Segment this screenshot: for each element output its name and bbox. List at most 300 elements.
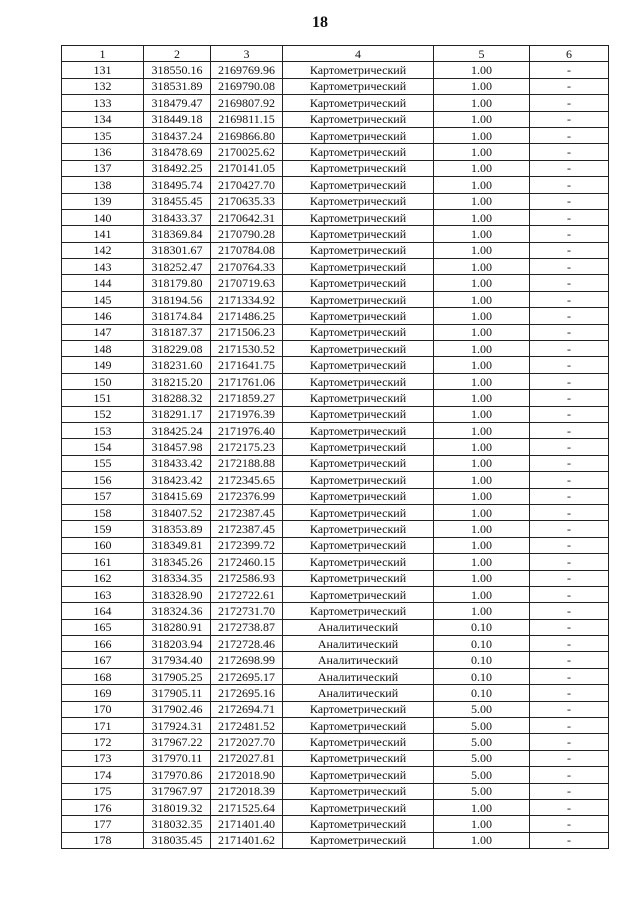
cell-x-coordinate: 318531.89 [144, 78, 211, 94]
cell-x-coordinate: 318433.37 [144, 209, 211, 225]
cell-y-coordinate: 2172018.90 [211, 767, 283, 783]
cell-y-coordinate: 2172175.23 [211, 439, 283, 455]
cell-y-coordinate: 2170025.62 [211, 144, 283, 160]
cell-note: - [530, 554, 609, 570]
cell-point-number: 145 [62, 291, 144, 307]
cell-accuracy: 1.00 [434, 488, 530, 504]
cell-method: Картометрический [283, 62, 434, 78]
cell-point-number: 178 [62, 832, 144, 848]
cell-method: Картометрический [283, 357, 434, 373]
cell-method: Картометрический [283, 439, 434, 455]
cell-method: Картометрический [283, 537, 434, 553]
cell-note: - [530, 422, 609, 438]
cell-y-coordinate: 2170141.05 [211, 160, 283, 176]
cell-x-coordinate: 317934.40 [144, 652, 211, 668]
cell-y-coordinate: 2172586.93 [211, 570, 283, 586]
cell-y-coordinate: 2171641.75 [211, 357, 283, 373]
cell-method: Картометрический [283, 816, 434, 832]
cell-y-coordinate: 2171976.40 [211, 422, 283, 438]
cell-note: - [530, 504, 609, 520]
table-row [62, 439, 609, 455]
cell-x-coordinate: 317902.46 [144, 701, 211, 717]
cell-x-coordinate: 318492.25 [144, 160, 211, 176]
cell-y-coordinate: 2170790.28 [211, 226, 283, 242]
cell-accuracy: 1.00 [434, 406, 530, 422]
cell-y-coordinate: 2171530.52 [211, 341, 283, 357]
cell-note: - [530, 275, 609, 291]
cell-point-number: 160 [62, 537, 144, 553]
cell-x-coordinate: 318349.81 [144, 537, 211, 553]
coordinates-table [61, 45, 609, 849]
cell-y-coordinate: 2169807.92 [211, 95, 283, 111]
table-row [62, 570, 609, 586]
table-body [62, 62, 609, 849]
cell-accuracy: 1.00 [434, 259, 530, 275]
cell-accuracy: 1.00 [434, 111, 530, 127]
header-row [62, 46, 609, 62]
table-row [62, 554, 609, 570]
cell-point-number: 161 [62, 554, 144, 570]
cell-note: - [530, 291, 609, 307]
cell-method: Картометрический [283, 570, 434, 586]
cell-y-coordinate: 2171401.62 [211, 832, 283, 848]
cell-point-number: 140 [62, 209, 144, 225]
cell-x-coordinate: 318019.32 [144, 799, 211, 815]
cell-x-coordinate: 318478.69 [144, 144, 211, 160]
cell-point-number: 170 [62, 701, 144, 717]
cell-method: Картометрический [283, 259, 434, 275]
cell-y-coordinate: 2169769.96 [211, 62, 283, 78]
cell-note: - [530, 406, 609, 422]
cell-accuracy: 1.00 [434, 816, 530, 832]
cell-note: - [530, 193, 609, 209]
cell-y-coordinate: 2171525.64 [211, 799, 283, 815]
cell-method: Картометрический [283, 95, 434, 111]
table-row [62, 390, 609, 406]
cell-note: - [530, 160, 609, 176]
cell-method: Картометрический [283, 422, 434, 438]
cell-x-coordinate: 318353.89 [144, 521, 211, 537]
cell-accuracy: 1.00 [434, 127, 530, 143]
table-row [62, 127, 609, 143]
cell-note: - [530, 652, 609, 668]
cell-y-coordinate: 2169811.15 [211, 111, 283, 127]
cell-method: Картометрический [283, 701, 434, 717]
cell-method: Картометрический [283, 734, 434, 750]
table-row [62, 242, 609, 258]
cell-point-number: 136 [62, 144, 144, 160]
table-row [62, 521, 609, 537]
cell-accuracy: 1.00 [434, 586, 530, 602]
cell-point-number: 143 [62, 259, 144, 275]
cell-x-coordinate: 317905.25 [144, 668, 211, 684]
cell-x-coordinate: 318449.18 [144, 111, 211, 127]
column-header: 6 [530, 46, 609, 62]
cell-accuracy: 5.00 [434, 718, 530, 734]
cell-method: Картометрический [283, 521, 434, 537]
cell-y-coordinate: 2170635.33 [211, 193, 283, 209]
cell-point-number: 134 [62, 111, 144, 127]
cell-y-coordinate: 2172695.16 [211, 685, 283, 701]
cell-y-coordinate: 2171761.06 [211, 373, 283, 389]
table-row [62, 78, 609, 94]
cell-accuracy: 1.00 [434, 554, 530, 570]
cell-method: Картометрический [283, 324, 434, 340]
cell-x-coordinate: 317970.86 [144, 767, 211, 783]
cell-point-number: 131 [62, 62, 144, 78]
cell-accuracy: 1.00 [434, 472, 530, 488]
cell-accuracy: 5.00 [434, 783, 530, 799]
cell-note: - [530, 586, 609, 602]
cell-y-coordinate: 2172738.87 [211, 619, 283, 635]
cell-note: - [530, 144, 609, 160]
cell-note: - [530, 324, 609, 340]
table-row [62, 537, 609, 553]
cell-x-coordinate: 318215.20 [144, 373, 211, 389]
cell-note: - [530, 78, 609, 94]
cell-method: Картометрический [283, 488, 434, 504]
cell-point-number: 150 [62, 373, 144, 389]
cell-method: Картометрический [283, 767, 434, 783]
cell-point-number: 139 [62, 193, 144, 209]
table-row [62, 668, 609, 684]
cell-method: Картометрический [283, 226, 434, 242]
cell-note: - [530, 455, 609, 471]
cell-y-coordinate: 2171334.92 [211, 291, 283, 307]
cell-accuracy: 1.00 [434, 78, 530, 94]
cell-y-coordinate: 2172731.70 [211, 603, 283, 619]
cell-method: Картометрический [283, 78, 434, 94]
cell-method: Картометрический [283, 111, 434, 127]
cell-accuracy: 5.00 [434, 767, 530, 783]
cell-note: - [530, 488, 609, 504]
cell-method: Картометрический [283, 127, 434, 143]
table-row [62, 455, 609, 471]
table-row [62, 62, 609, 78]
cell-x-coordinate: 318194.56 [144, 291, 211, 307]
cell-x-coordinate: 318328.90 [144, 586, 211, 602]
cell-point-number: 173 [62, 750, 144, 766]
cell-accuracy: 1.00 [434, 275, 530, 291]
cell-point-number: 148 [62, 341, 144, 357]
cell-x-coordinate: 318252.47 [144, 259, 211, 275]
cell-note: - [530, 308, 609, 324]
cell-accuracy: 1.00 [434, 455, 530, 471]
cell-y-coordinate: 2170764.33 [211, 259, 283, 275]
cell-method: Картометрический [283, 799, 434, 815]
cell-point-number: 152 [62, 406, 144, 422]
cell-note: - [530, 603, 609, 619]
cell-x-coordinate: 317905.11 [144, 685, 211, 701]
cell-x-coordinate: 317967.22 [144, 734, 211, 750]
cell-accuracy: 1.00 [434, 160, 530, 176]
cell-point-number: 155 [62, 455, 144, 471]
cell-point-number: 153 [62, 422, 144, 438]
table-row [62, 373, 609, 389]
cell-y-coordinate: 2172695.17 [211, 668, 283, 684]
cell-accuracy: 0.10 [434, 636, 530, 652]
cell-method: Картометрический [283, 455, 434, 471]
cell-x-coordinate: 318334.35 [144, 570, 211, 586]
cell-note: - [530, 242, 609, 258]
cell-accuracy: 0.10 [434, 619, 530, 635]
cell-note: - [530, 111, 609, 127]
cell-point-number: 166 [62, 636, 144, 652]
cell-accuracy: 1.00 [434, 341, 530, 357]
cell-accuracy: 1.00 [434, 209, 530, 225]
table-row [62, 799, 609, 815]
cell-note: - [530, 439, 609, 455]
cell-note: - [530, 226, 609, 242]
cell-y-coordinate: 2170427.70 [211, 177, 283, 193]
table-row [62, 734, 609, 750]
cell-note: - [530, 718, 609, 734]
cell-x-coordinate: 318415.69 [144, 488, 211, 504]
cell-y-coordinate: 2172376.99 [211, 488, 283, 504]
cell-point-number: 132 [62, 78, 144, 94]
cell-x-coordinate: 318187.37 [144, 324, 211, 340]
cell-x-coordinate: 318032.35 [144, 816, 211, 832]
cell-y-coordinate: 2172188.88 [211, 455, 283, 471]
cell-note: - [530, 636, 609, 652]
cell-y-coordinate: 2171859.27 [211, 390, 283, 406]
cell-method: Аналитический [283, 636, 434, 652]
cell-method: Картометрический [283, 160, 434, 176]
table-row [62, 160, 609, 176]
cell-note: - [530, 209, 609, 225]
cell-x-coordinate: 317924.31 [144, 718, 211, 734]
cell-point-number: 144 [62, 275, 144, 291]
cell-note: - [530, 816, 609, 832]
cell-point-number: 175 [62, 783, 144, 799]
cell-accuracy: 1.00 [434, 144, 530, 160]
cell-accuracy: 1.00 [434, 603, 530, 619]
cell-x-coordinate: 318345.26 [144, 554, 211, 570]
cell-method: Картометрический [283, 193, 434, 209]
cell-y-coordinate: 2170784.08 [211, 242, 283, 258]
table-row [62, 275, 609, 291]
cell-method: Картометрический [283, 750, 434, 766]
cell-point-number: 176 [62, 799, 144, 815]
table-row [62, 488, 609, 504]
cell-note: - [530, 95, 609, 111]
cell-point-number: 135 [62, 127, 144, 143]
cell-accuracy: 0.10 [434, 668, 530, 684]
cell-method: Картометрический [283, 144, 434, 160]
cell-x-coordinate: 318407.52 [144, 504, 211, 520]
cell-note: - [530, 750, 609, 766]
cell-accuracy: 1.00 [434, 439, 530, 455]
cell-point-number: 147 [62, 324, 144, 340]
table-row [62, 291, 609, 307]
cell-y-coordinate: 2172481.52 [211, 718, 283, 734]
cell-point-number: 174 [62, 767, 144, 783]
cell-note: - [530, 701, 609, 717]
cell-accuracy: 0.10 [434, 652, 530, 668]
cell-note: - [530, 373, 609, 389]
cell-x-coordinate: 318423.42 [144, 472, 211, 488]
cell-accuracy: 1.00 [434, 62, 530, 78]
cell-accuracy: 1.00 [434, 373, 530, 389]
column-header: 4 [283, 46, 434, 62]
table-row [62, 767, 609, 783]
cell-point-number: 169 [62, 685, 144, 701]
cell-x-coordinate: 318457.98 [144, 439, 211, 455]
table-row [62, 603, 609, 619]
cell-x-coordinate: 318231.60 [144, 357, 211, 373]
cell-method: Аналитический [283, 685, 434, 701]
cell-note: - [530, 832, 609, 848]
table-row [62, 193, 609, 209]
table-row [62, 357, 609, 373]
column-header: 5 [434, 46, 530, 62]
cell-method: Картометрический [283, 472, 434, 488]
cell-method: Картометрический [283, 291, 434, 307]
cell-point-number: 159 [62, 521, 144, 537]
cell-note: - [530, 357, 609, 373]
table-row [62, 259, 609, 275]
table-row [62, 504, 609, 520]
cell-method: Картометрический [283, 783, 434, 799]
cell-accuracy: 1.00 [434, 308, 530, 324]
cell-accuracy: 1.00 [434, 95, 530, 111]
cell-method: Картометрический [283, 390, 434, 406]
cell-note: - [530, 390, 609, 406]
cell-point-number: 177 [62, 816, 144, 832]
cell-y-coordinate: 2172387.45 [211, 504, 283, 520]
cell-method: Аналитический [283, 619, 434, 635]
cell-x-coordinate: 318433.42 [144, 455, 211, 471]
cell-method: Картометрический [283, 832, 434, 848]
table-row [62, 816, 609, 832]
table-row [62, 341, 609, 357]
cell-accuracy: 1.00 [434, 324, 530, 340]
cell-y-coordinate: 2170719.63 [211, 275, 283, 291]
cell-method: Картометрический [283, 275, 434, 291]
cell-method: Картометрический [283, 406, 434, 422]
cell-x-coordinate: 318479.47 [144, 95, 211, 111]
cell-note: - [530, 127, 609, 143]
cell-point-number: 158 [62, 504, 144, 520]
cell-method: Аналитический [283, 652, 434, 668]
cell-note: - [530, 62, 609, 78]
cell-x-coordinate: 318174.84 [144, 308, 211, 324]
table-row [62, 685, 609, 701]
cell-x-coordinate: 318324.36 [144, 603, 211, 619]
cell-method: Картометрический [283, 341, 434, 357]
cell-y-coordinate: 2172027.81 [211, 750, 283, 766]
table-row [62, 177, 609, 193]
table-row [62, 144, 609, 160]
table-row [62, 406, 609, 422]
cell-method: Картометрический [283, 209, 434, 225]
cell-y-coordinate: 2172018.39 [211, 783, 283, 799]
cell-point-number: 163 [62, 586, 144, 602]
cell-accuracy: 5.00 [434, 734, 530, 750]
cell-x-coordinate: 318291.17 [144, 406, 211, 422]
cell-note: - [530, 537, 609, 553]
cell-point-number: 137 [62, 160, 144, 176]
cell-x-coordinate: 317970.11 [144, 750, 211, 766]
cell-accuracy: 1.00 [434, 521, 530, 537]
cell-note: - [530, 341, 609, 357]
cell-y-coordinate: 2171506.23 [211, 324, 283, 340]
cell-accuracy: 5.00 [434, 701, 530, 717]
table-row [62, 652, 609, 668]
cell-x-coordinate: 318288.32 [144, 390, 211, 406]
cell-point-number: 156 [62, 472, 144, 488]
cell-x-coordinate: 318280.91 [144, 619, 211, 635]
cell-accuracy: 1.00 [434, 537, 530, 553]
cell-method: Картометрический [283, 242, 434, 258]
table-row [62, 95, 609, 111]
cell-note: - [530, 734, 609, 750]
table-row [62, 226, 609, 242]
cell-x-coordinate: 318035.45 [144, 832, 211, 848]
column-header: 2 [144, 46, 211, 62]
cell-note: - [530, 619, 609, 635]
cell-point-number: 164 [62, 603, 144, 619]
cell-point-number: 141 [62, 226, 144, 242]
cell-note: - [530, 472, 609, 488]
cell-method: Картометрический [283, 308, 434, 324]
cell-accuracy: 1.00 [434, 177, 530, 193]
cell-point-number: 167 [62, 652, 144, 668]
cell-y-coordinate: 2172698.99 [211, 652, 283, 668]
cell-method: Аналитический [283, 668, 434, 684]
cell-note: - [530, 685, 609, 701]
cell-y-coordinate: 2169866.80 [211, 127, 283, 143]
cell-accuracy: 1.00 [434, 226, 530, 242]
cell-method: Картометрический [283, 718, 434, 734]
cell-x-coordinate: 318455.45 [144, 193, 211, 209]
cell-method: Картометрический [283, 504, 434, 520]
cell-y-coordinate: 2170642.31 [211, 209, 283, 225]
cell-y-coordinate: 2172387.45 [211, 521, 283, 537]
cell-point-number: 138 [62, 177, 144, 193]
cell-note: - [530, 799, 609, 815]
table-row [62, 472, 609, 488]
table-row [62, 422, 609, 438]
cell-point-number: 162 [62, 570, 144, 586]
table-row [62, 324, 609, 340]
cell-x-coordinate: 318495.74 [144, 177, 211, 193]
cell-point-number: 149 [62, 357, 144, 373]
cell-y-coordinate: 2172722.61 [211, 586, 283, 602]
cell-note: - [530, 570, 609, 586]
cell-note: - [530, 668, 609, 684]
table-row [62, 619, 609, 635]
cell-point-number: 154 [62, 439, 144, 455]
cell-point-number: 165 [62, 619, 144, 635]
table-row [62, 701, 609, 717]
cell-accuracy: 1.00 [434, 504, 530, 520]
cell-point-number: 172 [62, 734, 144, 750]
column-header: 3 [211, 46, 283, 62]
cell-x-coordinate: 318203.94 [144, 636, 211, 652]
cell-accuracy: 1.00 [434, 799, 530, 815]
cell-method: Картометрический [283, 603, 434, 619]
cell-method: Картометрический [283, 554, 434, 570]
cell-note: - [530, 767, 609, 783]
cell-y-coordinate: 2172399.72 [211, 537, 283, 553]
table-row [62, 586, 609, 602]
cell-point-number: 133 [62, 95, 144, 111]
cell-point-number: 171 [62, 718, 144, 734]
cell-note: - [530, 259, 609, 275]
cell-x-coordinate: 318550.16 [144, 62, 211, 78]
cell-y-coordinate: 2172027.70 [211, 734, 283, 750]
